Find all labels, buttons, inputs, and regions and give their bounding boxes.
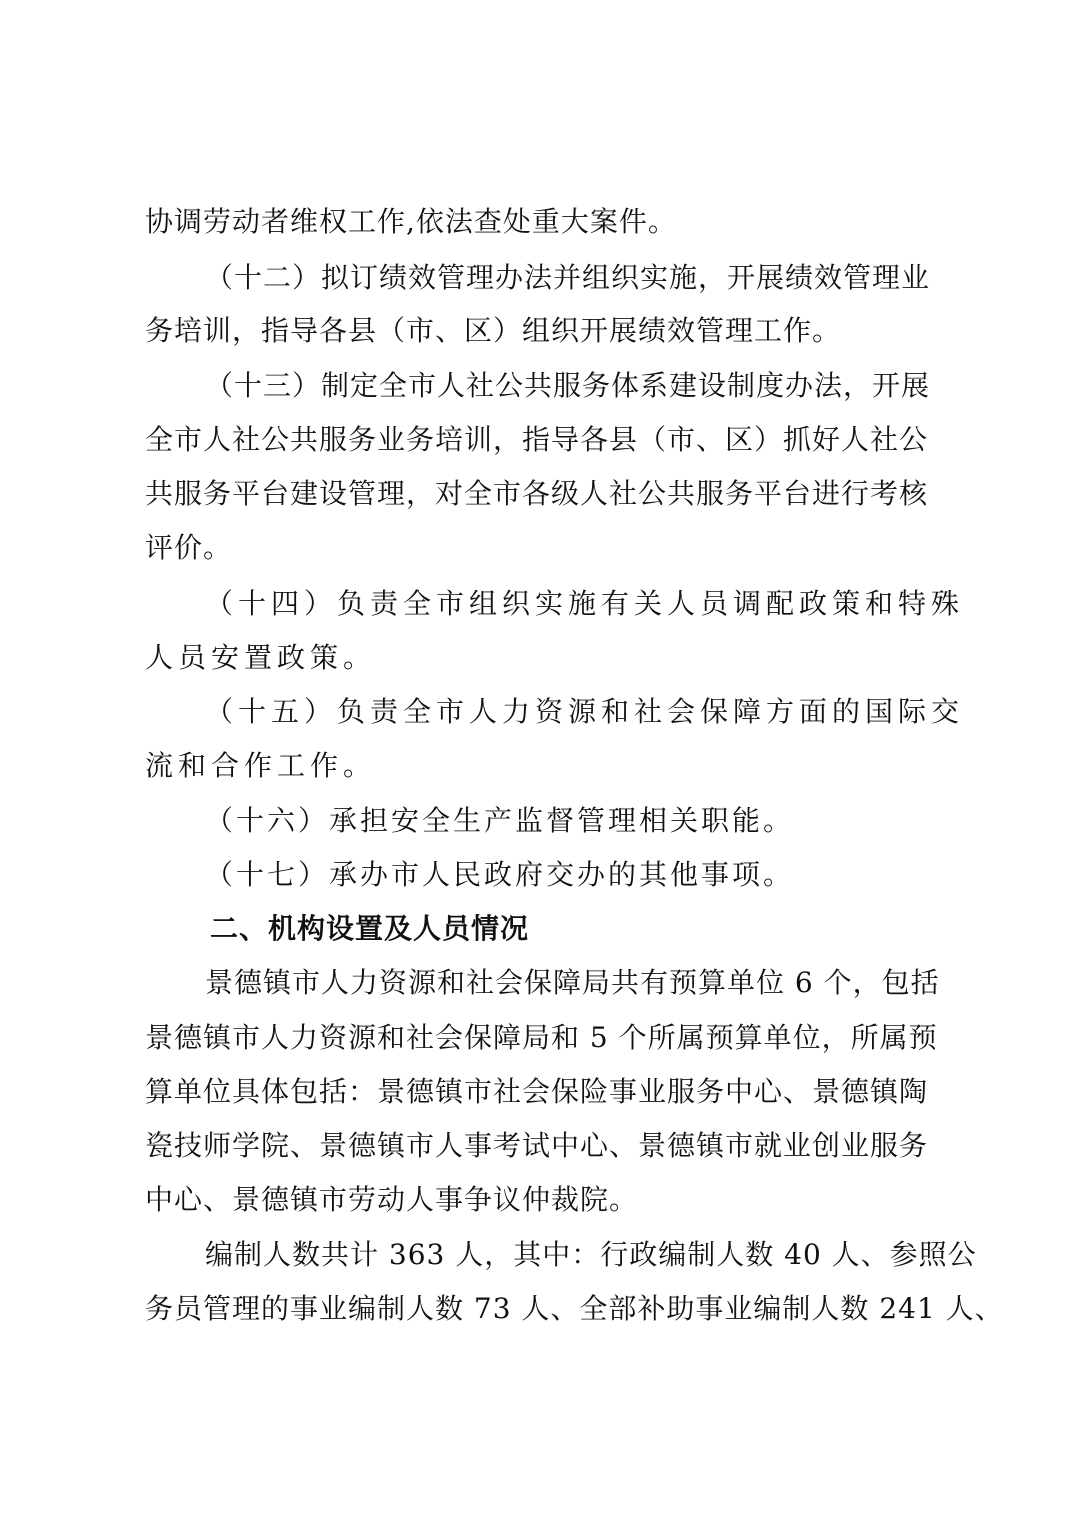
paragraph-16-line: （十六）承担安全生产监督管理相关职能。 bbox=[205, 804, 795, 837]
paragraph-13-line: （十三）制定全市人社公共服务体系建设制度办法，开展 bbox=[205, 369, 931, 402]
paragraph-staffing-line: 编制人数共计 363 人，其中：行政编制人数 40 人、参照公 bbox=[205, 1238, 977, 1271]
section-heading: 二、机构设置及人员情况 bbox=[210, 912, 530, 945]
text-line: 共服务平台建设管理，对全市各级人社公共服务平台进行考核 bbox=[145, 477, 929, 510]
paragraph-budget-line: 景德镇市人力资源和社会保障局共有预算单位 6 个，包括 bbox=[205, 966, 940, 999]
text-line: 务员管理的事业编制人数 73 人、全部补助事业编制人数 241 人、 bbox=[145, 1292, 1004, 1325]
paragraph-14-line: （十四）负责全市组织实施有关人员调配政策和特殊 bbox=[205, 587, 965, 620]
text-line: 中心、景德镇市劳动人事争议仲裁院。 bbox=[145, 1183, 639, 1216]
text-line: 协调劳动者维权工作,依法查处重大案件。 bbox=[145, 205, 677, 238]
paragraph-15-line: （十五）负责全市人力资源和社会保障方面的国际交 bbox=[205, 695, 965, 728]
paragraph-12-line: （十二）拟订绩效管理办法并组织实施，开展绩效管理业 bbox=[205, 261, 931, 294]
text-line: 务培训，指导各县（市、区）组织开展绩效管理工作。 bbox=[145, 314, 842, 347]
text-line: 人员安置政策。 bbox=[145, 641, 377, 674]
text-line: 评价。 bbox=[145, 531, 233, 564]
text-line: 全市人社公共服务业务培训，指导各县（市、区）抓好人社公 bbox=[145, 423, 929, 456]
text-line: 景德镇市人力资源和社会保障局和 5 个所属预算单位，所属预 bbox=[145, 1021, 938, 1054]
text-line: 流和合作工作。 bbox=[145, 749, 377, 782]
paragraph-17-line: （十七）承办市人民政府交办的其他事项。 bbox=[205, 858, 795, 891]
text-line: 瓷技师学院、景德镇市人事考试中心、景德镇市就业创业服务 bbox=[145, 1129, 929, 1162]
text-line: 算单位具体包括：景德镇市社会保险事业服务中心、景德镇陶 bbox=[145, 1075, 929, 1108]
